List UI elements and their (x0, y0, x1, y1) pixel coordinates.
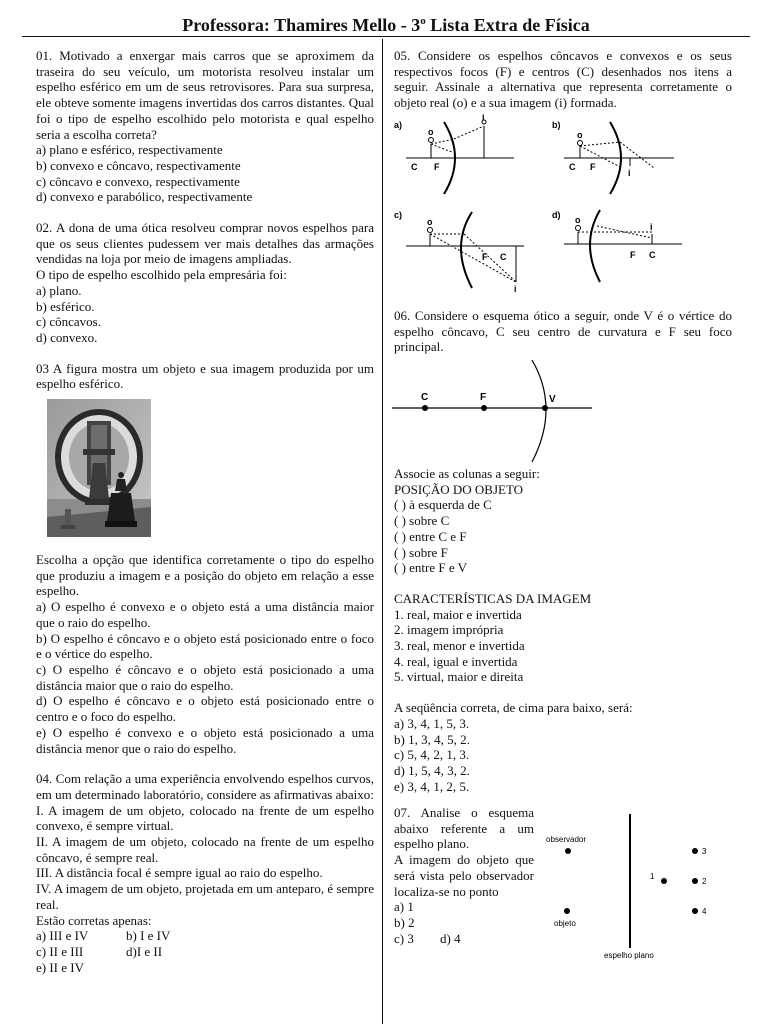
q06-characteristic-1: 1. real, maior e invertida (394, 606, 522, 622)
q04-item-1: I. A imagem de um objeto, colocado na frente de um espelho convexo, é sempre virtual. (36, 802, 374, 834)
q05-fig-b-i: i (628, 168, 631, 178)
q06-option-c: c) 5, 4, 2, 1, 3. (394, 747, 470, 763)
q05-fig-c-label: c) (394, 210, 403, 220)
q06-position-3: ( ) entre C e F (394, 528, 467, 544)
q07-objeto-label: objeto (554, 919, 576, 928)
q04-option-e: e) II e IV (36, 959, 84, 975)
question-05 (394, 48, 732, 111)
q06-position-1: ( ) à esquerda de C (394, 497, 492, 513)
q05-fig-b-o: o (577, 130, 583, 140)
q05-fig-c-o: o (427, 217, 433, 227)
q06-characteristics-title: CARACTERÍSTICAS DA IMAGEM (394, 590, 592, 606)
question-01 (36, 48, 374, 205)
q06-position-5: ( ) entre F e V (394, 560, 468, 576)
q04-option-d: d)I e II (126, 943, 163, 959)
q03-option-a: a) O espelho é convexo e o objeto está a uma distância maior que o raio do espelho. (36, 599, 374, 630)
q07-observador-label: observador (546, 835, 587, 844)
q04-option-c: c) II e III (36, 943, 84, 959)
q06-option-a: a) 3, 4, 1, 5, 3. (394, 715, 470, 731)
question-02 (36, 220, 374, 346)
q06-point-v: V (549, 394, 556, 405)
q06-optical-diagram (392, 358, 602, 466)
q03-stem: 03 A figura mostra um objeto e sua imagem produzida por um espelho esférico. (36, 360, 374, 392)
q05-fig-d-label: d) (552, 210, 561, 220)
q07-option-c: c) 3 (394, 930, 414, 946)
q05-fig-c-i: i (514, 284, 517, 294)
q04-question: Estão corretas apenas: (36, 912, 152, 928)
q07-point-4-label: 4 (702, 907, 707, 916)
q05-fig-b-label: b) (552, 120, 561, 130)
q06-option-d: d) 1, 5, 4, 3, 2. (394, 762, 470, 778)
q04-option-a: a) III e IV (36, 928, 89, 944)
q02-option-a: a) plano. (36, 282, 82, 298)
q07-option-b: b) 2 (394, 914, 415, 930)
q06-characteristic-4: 4. real, igual e invertida (394, 653, 518, 669)
q05-fig-a-f: F (434, 162, 440, 172)
q06-characteristic-2: 2. imagem imprópria (394, 622, 504, 638)
q07-stem: 07. Analise o esquema abaixo referente a um espelho plano. (394, 805, 534, 852)
q06-option-e: e) 3, 4, 1, 2, 5. (394, 778, 470, 794)
q04-item-3: III. A distância focal é sempre igual ao raio do espelho. (36, 865, 323, 881)
q02-option-b: b) esférico. (36, 298, 95, 314)
q03-option-b: b) O espelho é côncavo e o objeto está posicionado entre o foco e o vértice do espelho. (36, 630, 374, 662)
q06-position-4: ( ) sobre F (394, 544, 448, 560)
q01-option-c: c) côncavo e convexo, respectivamente (36, 173, 240, 189)
q06-characteristic-3: 3. real, menor e invertida (394, 638, 525, 654)
q01-option-d: d) convexo e parabólico, respectivamente (36, 189, 253, 205)
q07-espelho-label: espelho plano (604, 951, 654, 960)
q07-option-d: d) 4 (440, 930, 461, 946)
q07-point-1-label: 1 (650, 872, 655, 881)
page-title: Professora: Thamires Mello - 3$^o$ Lista Extra de Física (182, 15, 590, 35)
q05-fig-a-c: C (411, 162, 418, 172)
q07-plane-mirror-diagram (540, 812, 718, 962)
q05-fig-a-i: i (482, 114, 485, 122)
q01-stem: 01. Motivado a enxergar mais carros que se aproximem da traseira do seu veículo, um motorista resolveu instalar um espelho esférico em um de seus retrovisores. Para sua surpresa, ele obteve somente imagens invertidas dos carros distantes. Qual foi o tipo de espelho escolhido pelo motorista e qual espelho seria a escolha correta? (36, 48, 374, 142)
q05-figures (392, 114, 742, 294)
q06-characteristic-5: 5. virtual, maior e direita (394, 669, 524, 685)
q06-body (394, 466, 732, 794)
q05-fig-a-label: a) (394, 120, 403, 130)
q01-option-a: a) plano e esférico, respectivamente (36, 142, 223, 158)
q02-option-c: c) côncavos. (36, 314, 101, 330)
right-column (394, 48, 732, 111)
q05-fig-d-o: o (575, 215, 581, 225)
q03-option-d: d) O espelho é côncavo e o objeto está posicionado entre o centro e o foco do espelho. (36, 693, 374, 725)
q06-position-title: POSIÇÃO DO OBJETO (394, 481, 524, 497)
q04-item-4: IV. A imagem de um objeto, projetada em um anteparo, é sempre real. (36, 881, 374, 912)
column-divider (382, 39, 383, 1024)
mirror-chess-photo (47, 399, 151, 537)
q06-assoc: Associe as colunas a seguir: (394, 466, 540, 481)
q03-option-c: c) O espelho é côncavo e o objeto está posicionado a uma distância maior que o raio do espelho. (36, 661, 374, 693)
q04-stem: 04. Com relação a uma experiência envolvendo espelhos curvos, em um determinado laboratório, considere as afirmativas abaixo: (36, 771, 374, 802)
q01-option-b: b) convexo e côncavo, respectivamente (36, 157, 241, 173)
q02-stem: 02. A dona de uma ótica resolveu comprar novos espelhos para que os seus clientes pudessem ver mais detalhes das armações vendidas na loja por meio de imagens ampliadas. (36, 220, 374, 267)
q05-fig-d-f: F (630, 250, 636, 260)
q05-fig-c-f: F (482, 252, 488, 262)
q04-option-b: b) I e IV (126, 928, 171, 944)
q06-point-c: C (421, 392, 429, 403)
q02-question: O tipo de espelho escolhido pela empresária foi: (36, 267, 287, 283)
q07-point-3-label: 3 (702, 847, 707, 856)
q05-fig-c-c: C (500, 252, 507, 262)
q06-option-b: b) 1, 3, 4, 5, 2. (394, 731, 470, 747)
q02-option-d: d) convexo. (36, 329, 98, 345)
q06-position-2: ( ) sobre C (394, 513, 450, 529)
q05-stem: 05. Considere os espelhos côncavos e convexos e os seus respectivos focos (F) e centros (C) desenhados nos itens a seguir. Assinale a alternativa que representa corretamente o objeto real (o) e a sua imagem (i) formada. (394, 48, 732, 111)
question-07 (394, 805, 534, 946)
q06-sequence-question: A seqüência correta, de cima para baixo, será: (394, 700, 633, 716)
q05-fig-a-o: o (428, 127, 434, 137)
q06-point-f: F (480, 392, 487, 403)
q03-question: Escolha a opção que identifica corretamente o tipo do espelho que produziu a imagem e a posição do objeto em relação a esse espelho. (36, 552, 374, 599)
q07-option-a: a) 1 (394, 899, 414, 915)
q05-fig-d-i: i (650, 222, 653, 232)
q05-fig-b-c: C (569, 162, 576, 172)
q07-question: A imagem do objeto que será vista pelo observador localiza-se no ponto (394, 852, 534, 899)
q06-stem: 06. Considere o esquema ótico a seguir, onde V é o vértice do espelho côncavo, C seu centro de curvatura e F seu foco principal. (394, 308, 732, 355)
q04-item-2: II. A imagem de um objeto, colocado na frente de um espelho côncavo, é sempre real. (36, 834, 374, 865)
q03-option-e: e) O espelho é convexo e o objeto está posicionado a uma distância menor que o raio do espelho. (36, 724, 374, 756)
question-04 (36, 771, 374, 975)
header-divider (22, 36, 750, 37)
q05-fig-b-f: F (590, 162, 596, 172)
question-06 (394, 308, 732, 355)
q05-fig-d-c: C (649, 250, 656, 260)
q07-point-2-label: 2 (702, 877, 707, 886)
